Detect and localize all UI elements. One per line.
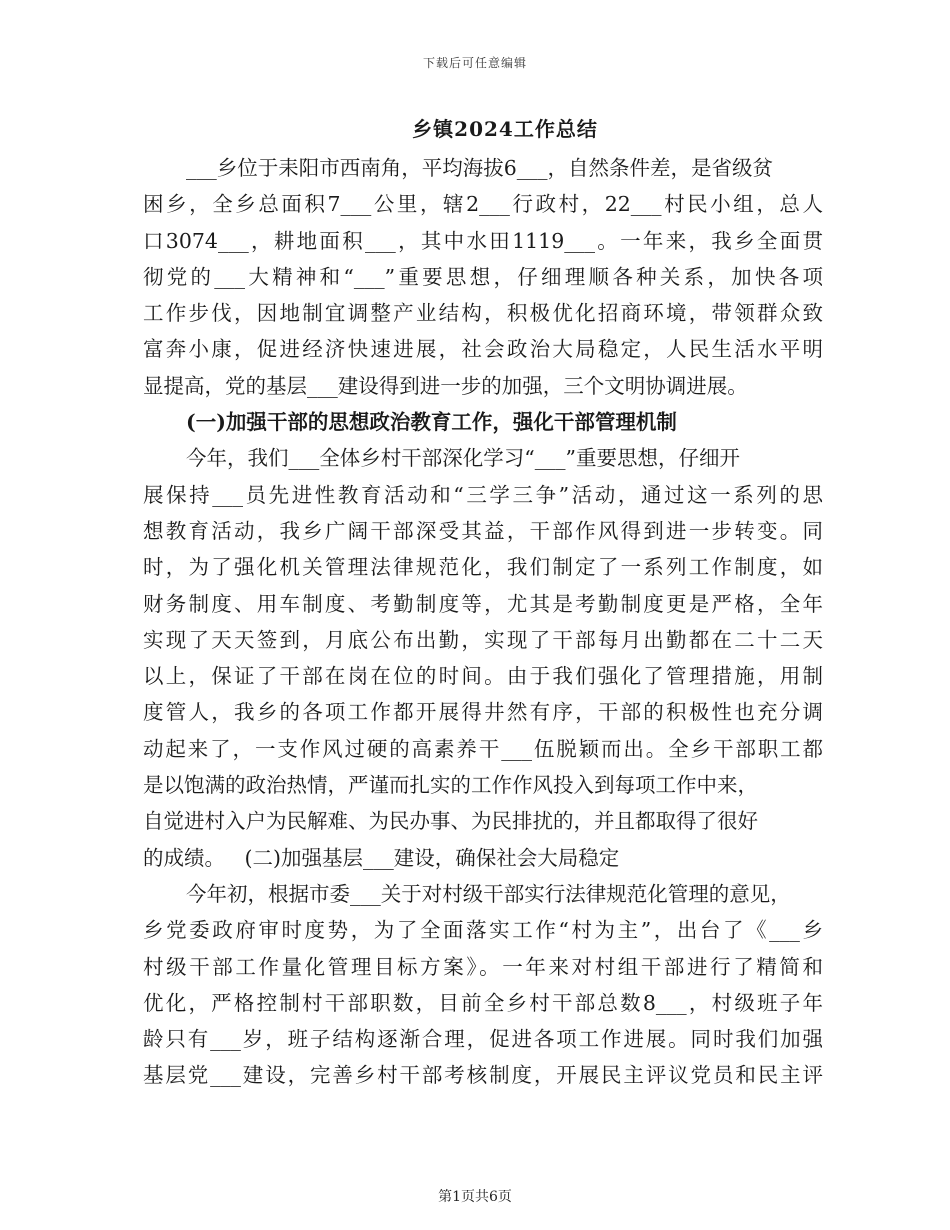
body-line: 龄只有___岁，班子结构逐渐合理，促进各项工作进展。同时我们加强	[143, 1027, 823, 1052]
body-line: 以上，保证了干部在岗在位的时间。由于我们强化了管理措施，用制	[143, 664, 823, 689]
body-line: 优化，严格控制村干部职数，目前全乡村干部总数8___，村级班子年	[143, 990, 823, 1015]
body-line: 乡党委政府审时度势，为了全面落实工作“村为主”，出台了《___乡	[143, 918, 823, 943]
body-line: ___乡位于耒阳市西南角，平均海拔6___，自然条件差，是省级贫	[186, 156, 774, 180]
body-line: 度管人，我乡的各项工作都开展得井然有序，干部的积极性也充分调	[143, 700, 823, 725]
body-line: 富奔小康，促进经济快速进展，社会政治大局稳定，人民生活水平明	[143, 337, 823, 362]
document-title: 乡镇2024工作总结	[412, 117, 598, 141]
body-line: 时，为了强化机关管理法律规范化，我们制定了一系列工作制度，如	[143, 555, 823, 580]
body-line: 自觉进村入户为民解难、为民办事、为民排扰的，并且都取得了很好	[143, 809, 758, 834]
header-note: 下载后可任意编辑	[422, 56, 527, 70]
body-line: 今年，我们___全体乡村干部深化学习“___”重要思想，仔细开	[186, 446, 740, 471]
page-number-footer: 第1页共6页	[438, 1189, 512, 1205]
body-line: 是以饱满的政治热情，严谨而扎实的工作作风投入到每项工作中来，	[143, 773, 758, 798]
body-line: 基层党___建设，完善乡村干部考核制度，开展民主评议党员和民主评	[143, 1063, 823, 1088]
body-line: 困乡，全乡总面积7___公里，辖2___行政村，22___村民小组，总人	[143, 192, 823, 217]
section-heading: (一)加强干部的思想政治教育工作，强化干部管理机制	[186, 410, 677, 435]
body-line: 今年初，根据市委___关于对村级干部实行法律规范化管理的意见，	[186, 881, 791, 906]
body-line: 工作步伐，因地制宜调整产业结构，积极优化招商环境，带领群众致	[143, 301, 823, 326]
body-line: 想教育活动，我乡广阔干部深受其益，干部作风得到进一步转变。同	[143, 518, 823, 543]
document-body	[143, 150, 823, 1094]
body-line: 显提高，党的基层___建设得到进一步的加强，三个文明协调进展。	[143, 373, 748, 398]
body-line: 村级干部工作量化管理目标方案》。一年来对村组干部进行了精简和	[143, 954, 823, 979]
body-line: 动起来了，一支作风过硬的高素养干___伍脱颖而出。全乡干部职工都	[143, 736, 823, 761]
body-line: 展保持___员先进性教育活动和“三学三争”活动，通过这一系列的思	[143, 482, 823, 507]
body-line: 彻党的___大精神和“___”重要思想，仔细理顺各种关系，加快各项	[143, 264, 823, 289]
body-line: 口3074___，耕地面积___，其中水田1119___。一年来，我乡全面贯	[143, 228, 823, 253]
body-line-with-section-heading: 的成绩。 (二)加强基层___建设，确保社会大局稳定	[143, 845, 620, 870]
body-line: 实现了天天签到，月底公布出勤，实现了干部每月出勤都在二十二天	[143, 627, 823, 652]
body-line: 财务制度、用车制度、考勤制度等，尤其是考勤制度更是严格，全年	[143, 591, 823, 616]
